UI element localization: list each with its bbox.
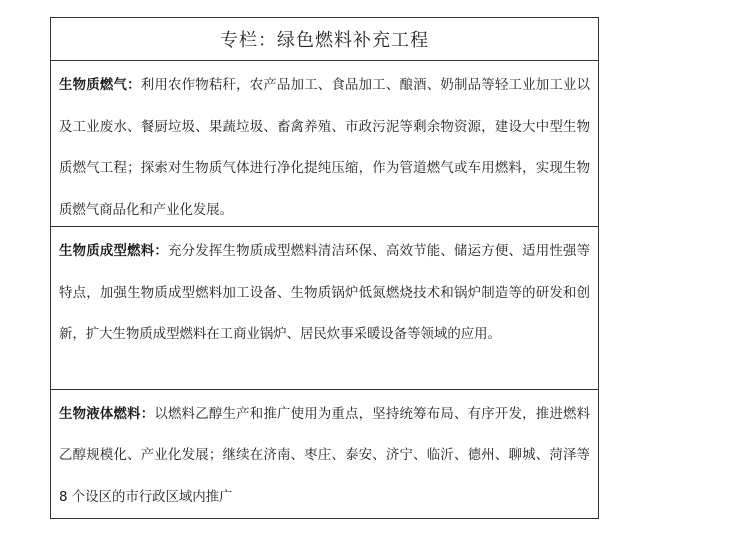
section-heading: 生物质成型燃料： bbox=[59, 244, 168, 260]
section-heading: 生物液体燃料： bbox=[59, 406, 155, 422]
section-heading: 生物质燃气： bbox=[59, 78, 141, 94]
section-body: 利用农作物秸秆，农产品加工、食品加工、酿酒、奶制品等轻工业加工业以及工业废水、餐厨垃圾、果蔬垃圾、畜禽养殖、市政污泥等剩余物资源，建设大中型生物质燃气工程；探索对生物质气体进行净化提纯压缩，作为管道燃气或车用燃料，实现生物质燃气商品化和产业化发展。 bbox=[59, 78, 591, 218]
section-biomass-briquette-fuel bbox=[51, 226, 598, 388]
column-title: 专栏：绿色燃料补充工程 bbox=[51, 18, 598, 61]
section-bio-liquid-fuel bbox=[51, 389, 598, 519]
section-body: 充分发挥生物质成型燃料清洁环保、高效节能、储运方便、适用性强等特点，加强生物质成型燃料加工设备、生物质锅炉低氮燃烧技术和锅炉制造等的研发和创新，扩大生物质成型燃料在工商业锅炉、居民炊事采暖设备等领域的应用。 bbox=[59, 244, 591, 343]
section-biomass-gas bbox=[51, 61, 598, 226]
column-box bbox=[50, 17, 599, 519]
section-body: 以燃料乙醇生产和推广使用为重点，坚持统筹布局、有序开发，推进燃料乙醇规模化、产业化发展；继续在济南、枣庄、泰安、济宁、临沂、德州、聊城、菏泽等 8 个设区的市行政区域内推广 bbox=[59, 406, 591, 505]
